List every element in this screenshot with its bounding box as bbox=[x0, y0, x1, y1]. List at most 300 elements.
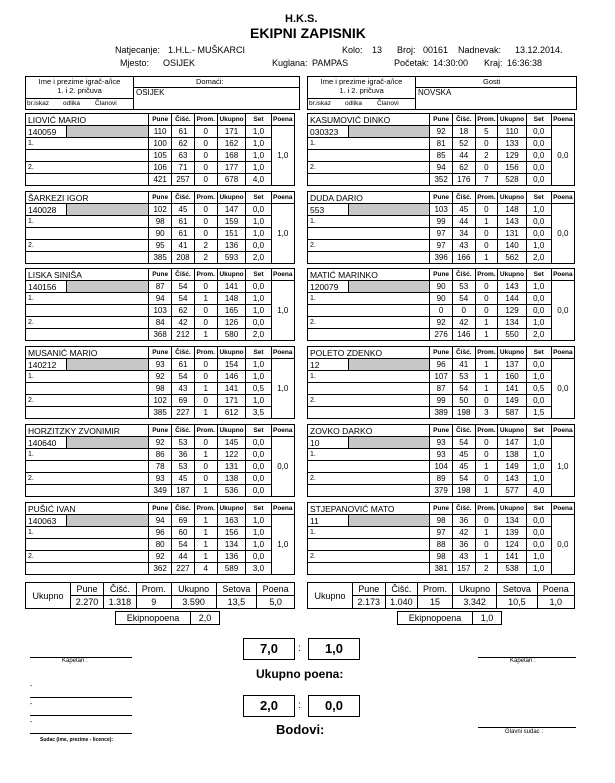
head-referee-label: Glavni sudac : bbox=[505, 729, 544, 735]
head-referee-line bbox=[478, 727, 576, 728]
home-sum-prom: 9 bbox=[136, 596, 171, 609]
reserve-2-label: 2. bbox=[26, 473, 149, 485]
natjecanje-value: 1.H.L.- MUŠKARCI bbox=[168, 45, 246, 55]
guest-name-label: Ime i prezime igrač-a/ice bbox=[320, 77, 403, 86]
ref-bullet-1: - bbox=[30, 683, 33, 690]
guest-sum-pune: 2.173 bbox=[353, 596, 386, 609]
throw-cell: 148 bbox=[217, 293, 246, 305]
throw-cell: 110 bbox=[149, 126, 172, 138]
home-side-label: Domaći: bbox=[196, 77, 224, 86]
player-odlika-cell bbox=[348, 204, 430, 216]
throw-cell: 61 bbox=[172, 126, 195, 138]
head-cisc: Čišć. bbox=[452, 192, 475, 204]
throw-cell: 0,0 bbox=[526, 126, 551, 138]
throw-cell: 54 bbox=[452, 293, 475, 305]
throw-cell: 136 bbox=[217, 551, 246, 563]
throw-cell: 0 bbox=[475, 138, 498, 150]
throw-cell: 50 bbox=[452, 395, 475, 407]
total-cell: 0 bbox=[194, 174, 217, 186]
throw-cell: 1,0 bbox=[246, 138, 271, 150]
home-player-block bbox=[25, 502, 295, 575]
throw-cell: 60 bbox=[172, 527, 195, 539]
throw-cell: 89 bbox=[430, 473, 453, 485]
throw-cell: 36 bbox=[452, 515, 475, 527]
throw-cell: 171 bbox=[217, 126, 246, 138]
throw-cell: 154 bbox=[217, 359, 246, 371]
head-pune: Pune bbox=[149, 114, 172, 126]
total-cell: 349 bbox=[149, 485, 172, 497]
throw-cell: 93 bbox=[430, 437, 453, 449]
throw-cell: 90 bbox=[149, 228, 172, 240]
throw-cell: 41 bbox=[452, 359, 475, 371]
throw-cell: 0 bbox=[194, 150, 217, 162]
throw-cell: 0,0 bbox=[526, 539, 551, 551]
reserve-1-cell bbox=[26, 228, 149, 240]
reserve-2-label: 2. bbox=[308, 551, 430, 563]
throw-cell: 45 bbox=[452, 461, 475, 473]
throw-cell: 0,0 bbox=[526, 228, 551, 240]
throw-cell: 0,0 bbox=[526, 138, 551, 150]
throw-cell: 1,0 bbox=[246, 162, 271, 174]
mjesto-label: Mjesto: bbox=[120, 58, 150, 68]
total-cell: 577 bbox=[498, 485, 527, 497]
reserve-2-cell bbox=[308, 485, 430, 497]
head-set: Set bbox=[246, 425, 271, 437]
player-name: ZOVKO DARKO bbox=[308, 425, 430, 437]
reserve-2-label: 2. bbox=[308, 395, 430, 407]
guest-points-box: 1,0 bbox=[308, 638, 360, 660]
head-pune: Pune bbox=[430, 192, 453, 204]
reserve-1-cell bbox=[308, 150, 430, 162]
head-pune: Pune bbox=[430, 503, 453, 515]
home-odlika-label: odlika bbox=[63, 100, 80, 107]
throw-cell: 168 bbox=[217, 150, 246, 162]
head-poena: Poena bbox=[271, 347, 294, 359]
home-sum-head-ukupno: Ukupno bbox=[171, 583, 216, 596]
reserve-1-cell bbox=[26, 150, 149, 162]
head-prom: Prom. bbox=[194, 114, 217, 126]
reserve-2-cell bbox=[26, 485, 149, 497]
throw-cell: 0 bbox=[194, 138, 217, 150]
player-poena: 1,0 bbox=[271, 281, 294, 341]
throw-cell: 63 bbox=[172, 150, 195, 162]
points-separator: : bbox=[298, 643, 301, 654]
kolo-label: Kolo: bbox=[342, 45, 363, 55]
total-cell: 3,0 bbox=[246, 563, 271, 575]
throw-cell: 0,0 bbox=[526, 515, 551, 527]
throw-cell: 98 bbox=[430, 551, 453, 563]
throw-cell: 94 bbox=[149, 515, 172, 527]
throw-cell: 0,0 bbox=[526, 395, 551, 407]
nadnevak-label: Nadnevak: bbox=[458, 45, 502, 55]
head-prom: Prom. bbox=[475, 269, 498, 281]
player-id: 12 bbox=[308, 359, 349, 371]
total-cell: 146 bbox=[452, 329, 475, 341]
total-cell: 550 bbox=[498, 329, 527, 341]
pocetak-label: Početak: bbox=[394, 58, 430, 68]
throw-cell: 100 bbox=[149, 138, 172, 150]
throw-cell: 1 bbox=[475, 317, 498, 329]
head-set: Set bbox=[246, 503, 271, 515]
guest-reserve-label: 1. i 2. pričuva bbox=[339, 86, 384, 95]
home-ekipnopoena-label: Ekipnopoena bbox=[116, 612, 191, 625]
throw-cell: 87 bbox=[149, 281, 172, 293]
reserve-2-cell bbox=[308, 329, 430, 341]
head-ukupno: Ukupno bbox=[217, 192, 246, 204]
throw-cell: 45 bbox=[452, 449, 475, 461]
throw-cell: 140 bbox=[498, 240, 527, 252]
throw-cell: 61 bbox=[172, 216, 195, 228]
total-cell: 528 bbox=[498, 174, 527, 186]
reserve-2-label: 2. bbox=[26, 395, 149, 407]
ref-bullet-2: - bbox=[30, 701, 33, 708]
throw-cell: 88 bbox=[430, 539, 453, 551]
kuglana-label: Kuglana: bbox=[272, 58, 308, 68]
guest-sum-ukupno: 3.342 bbox=[452, 596, 496, 609]
throw-cell: 159 bbox=[217, 216, 246, 228]
head-pune: Pune bbox=[149, 503, 172, 515]
throw-cell: 1,0 bbox=[526, 204, 551, 216]
head-poena: Poena bbox=[271, 503, 294, 515]
throw-cell: 53 bbox=[452, 281, 475, 293]
throw-cell: 134 bbox=[498, 515, 527, 527]
player-poena: 1,0 bbox=[551, 437, 574, 497]
head-ukupno: Ukupno bbox=[498, 425, 527, 437]
org-label: H.K.S. bbox=[285, 13, 318, 25]
player-odlika-cell bbox=[67, 359, 149, 371]
total-cell: 352 bbox=[430, 174, 453, 186]
throw-cell: 122 bbox=[217, 449, 246, 461]
head-poena: Poena bbox=[271, 114, 294, 126]
throw-cell: 1 bbox=[475, 551, 498, 563]
reserve-1-label: 1. bbox=[308, 138, 430, 150]
reserve-1-cell bbox=[308, 305, 430, 317]
throw-cell: 97 bbox=[430, 527, 453, 539]
total-cell: 385 bbox=[149, 407, 172, 419]
player-odlika-cell bbox=[67, 515, 149, 527]
head-ukupno: Ukupno bbox=[498, 503, 527, 515]
throw-cell: 69 bbox=[172, 515, 195, 527]
player-odlika-cell bbox=[67, 126, 149, 138]
throw-cell: 62 bbox=[452, 162, 475, 174]
head-cisc: Čišć. bbox=[172, 192, 195, 204]
reserve-2-label: 2. bbox=[308, 162, 430, 174]
total-cell: 389 bbox=[430, 407, 453, 419]
total-cell: 166 bbox=[452, 252, 475, 264]
throw-cell: 44 bbox=[452, 216, 475, 228]
bodovi-label: Bodovi: bbox=[276, 722, 325, 737]
guest-sum-cisc: 1.040 bbox=[385, 596, 418, 609]
head-poena: Poena bbox=[551, 503, 574, 515]
reserve-2-cell bbox=[26, 329, 149, 341]
player-id: 140156 bbox=[26, 281, 67, 293]
throw-cell: 42 bbox=[172, 317, 195, 329]
throw-cell: 0 bbox=[194, 437, 217, 449]
total-cell: 396 bbox=[430, 252, 453, 264]
throw-cell: 102 bbox=[149, 204, 172, 216]
player-odlika-cell bbox=[348, 437, 430, 449]
total-cell: 4 bbox=[194, 563, 217, 575]
throw-cell: 92 bbox=[149, 371, 172, 383]
total-cell: 580 bbox=[217, 329, 246, 341]
throw-cell: 165 bbox=[217, 305, 246, 317]
head-ukupno: Ukupno bbox=[217, 425, 246, 437]
guest-player-block bbox=[307, 502, 575, 575]
head-cisc: Čišć. bbox=[172, 503, 195, 515]
throw-cell: 156 bbox=[217, 527, 246, 539]
throw-cell: 0 bbox=[430, 305, 453, 317]
head-ukupno: Ukupno bbox=[498, 192, 527, 204]
throw-cell: 43 bbox=[452, 240, 475, 252]
head-pune: Pune bbox=[149, 269, 172, 281]
throw-cell: 99 bbox=[430, 216, 453, 228]
total-cell: 368 bbox=[149, 329, 172, 341]
throw-cell: 1,0 bbox=[526, 473, 551, 485]
guest-player-block bbox=[307, 191, 575, 264]
mjesto-value: OSIJEK bbox=[163, 58, 196, 68]
guest-briskaz-label: br.iskaz bbox=[309, 100, 332, 107]
home-ekipnopoena-value: 2,0 bbox=[191, 612, 220, 625]
broj-label: Broj: bbox=[397, 45, 416, 55]
guest-captain-label: Kapetan : bbox=[510, 658, 536, 664]
throw-cell: 146 bbox=[217, 371, 246, 383]
total-cell: 2 bbox=[475, 563, 498, 575]
total-cell: 379 bbox=[430, 485, 453, 497]
throw-cell: 0 bbox=[194, 216, 217, 228]
throw-cell: 1 bbox=[194, 551, 217, 563]
throw-cell: 1 bbox=[194, 449, 217, 461]
reserve-2-label: 2. bbox=[26, 551, 149, 563]
player-id: 140640 bbox=[26, 437, 67, 449]
throw-cell: 53 bbox=[172, 437, 195, 449]
reserve-1-cell bbox=[308, 539, 430, 551]
throw-cell: 1 bbox=[475, 527, 498, 539]
head-ukupno: Ukupno bbox=[498, 114, 527, 126]
throw-cell: 1 bbox=[475, 371, 498, 383]
kolo-value: 13 bbox=[372, 45, 383, 55]
total-cell: 198 bbox=[452, 407, 475, 419]
total-cell: 276 bbox=[430, 329, 453, 341]
throw-cell: 94 bbox=[430, 162, 453, 174]
head-ukupno: Ukupno bbox=[217, 503, 246, 515]
reserve-1-label: 1. bbox=[308, 216, 430, 228]
head-set: Set bbox=[526, 114, 551, 126]
throw-cell: 143 bbox=[498, 281, 527, 293]
throw-cell: 0 bbox=[194, 461, 217, 473]
throw-cell: 141 bbox=[217, 281, 246, 293]
throw-cell: 0,0 bbox=[246, 473, 271, 485]
home-team-header bbox=[25, 76, 300, 110]
home-player-block bbox=[25, 113, 295, 186]
total-cell: 208 bbox=[172, 252, 195, 264]
throw-cell: 0 bbox=[194, 305, 217, 317]
throw-cell: 92 bbox=[430, 126, 453, 138]
total-cell: 1 bbox=[194, 329, 217, 341]
home-sum-head-pune: Pune bbox=[71, 583, 104, 596]
total-cell: 2,0 bbox=[526, 252, 551, 264]
throw-cell: 71 bbox=[172, 162, 195, 174]
throw-cell: 0 bbox=[194, 228, 217, 240]
throw-cell: 1,0 bbox=[246, 395, 271, 407]
throw-cell: 0 bbox=[194, 395, 217, 407]
guest-team-name: NOVSKA bbox=[418, 88, 452, 97]
throw-cell: 61 bbox=[172, 228, 195, 240]
head-set: Set bbox=[246, 192, 271, 204]
throw-cell: 151 bbox=[217, 228, 246, 240]
head-prom: Prom. bbox=[194, 347, 217, 359]
throw-cell: 0 bbox=[194, 359, 217, 371]
reserve-2-cell bbox=[26, 407, 149, 419]
throw-cell: 54 bbox=[172, 539, 195, 551]
throw-cell: 62 bbox=[172, 138, 195, 150]
total-cell: 7 bbox=[475, 174, 498, 186]
head-poena: Poena bbox=[551, 425, 574, 437]
throw-cell: 134 bbox=[217, 539, 246, 551]
guest-sum-head-setova: Setova bbox=[497, 583, 537, 596]
player-id: 120079 bbox=[308, 281, 349, 293]
throw-cell: 1,0 bbox=[246, 359, 271, 371]
throw-cell: 96 bbox=[430, 359, 453, 371]
throw-cell: 0 bbox=[194, 162, 217, 174]
throw-cell: 102 bbox=[149, 395, 172, 407]
throw-cell: 149 bbox=[498, 461, 527, 473]
guest-sum-prom: 15 bbox=[418, 596, 453, 609]
throw-cell: 86 bbox=[149, 449, 172, 461]
home-player-block bbox=[25, 268, 295, 341]
throw-cell: 98 bbox=[430, 515, 453, 527]
throw-cell: 105 bbox=[149, 150, 172, 162]
total-cell: 198 bbox=[452, 485, 475, 497]
head-ukupno: Ukupno bbox=[217, 114, 246, 126]
head-prom: Prom. bbox=[475, 192, 498, 204]
throw-cell: 129 bbox=[498, 150, 527, 162]
home-player-block bbox=[25, 346, 295, 419]
throw-cell: 149 bbox=[498, 395, 527, 407]
throw-cell: 1,0 bbox=[246, 539, 271, 551]
home-points-box: 7,0 bbox=[243, 638, 295, 660]
throw-cell: 85 bbox=[430, 150, 453, 162]
throw-cell: 177 bbox=[217, 162, 246, 174]
head-prom: Prom. bbox=[475, 347, 498, 359]
reserve-1-cell bbox=[26, 461, 149, 473]
player-poena: 0,0 bbox=[551, 126, 574, 186]
total-cell: 0,0 bbox=[246, 485, 271, 497]
throw-cell: 0 bbox=[194, 473, 217, 485]
throw-cell: 1,0 bbox=[246, 228, 271, 240]
head-cisc: Čišć. bbox=[452, 425, 475, 437]
throw-cell: 1,0 bbox=[526, 371, 551, 383]
throw-cell: 0 bbox=[475, 473, 498, 485]
guest-ekipnopoena-value: 1,0 bbox=[473, 612, 502, 625]
throw-cell: 1 bbox=[194, 515, 217, 527]
throw-cell: 0,0 bbox=[526, 359, 551, 371]
reserve-1-label: 1. bbox=[26, 293, 149, 305]
throw-cell: 93 bbox=[149, 359, 172, 371]
reserve-2-cell bbox=[308, 174, 430, 186]
throw-cell: 98 bbox=[149, 216, 172, 228]
guest-side-label: Gosti bbox=[483, 77, 501, 86]
player-id: 140028 bbox=[26, 204, 67, 216]
head-cisc: Čišć. bbox=[452, 269, 475, 281]
total-cell: 362 bbox=[149, 563, 172, 575]
reserve-2-label: 2. bbox=[308, 317, 430, 329]
guest-clanovi-label: Članovi bbox=[377, 100, 399, 107]
home-name-label: Ime i prezime igrač-a/ice bbox=[38, 77, 121, 86]
guest-player-block bbox=[307, 268, 575, 341]
reserve-2-label: 2. bbox=[26, 240, 149, 252]
player-poena: 0,0 bbox=[551, 515, 574, 575]
throw-cell: 0,0 bbox=[246, 204, 271, 216]
throw-cell: 103 bbox=[149, 305, 172, 317]
reserve-2-cell bbox=[308, 563, 430, 575]
throw-cell: 131 bbox=[498, 228, 527, 240]
throw-cell: 143 bbox=[498, 216, 527, 228]
total-cell: 187 bbox=[172, 485, 195, 497]
throw-cell: 0 bbox=[194, 317, 217, 329]
reserve-1-cell bbox=[26, 383, 149, 395]
guest-sum-setova: 10,5 bbox=[497, 596, 537, 609]
page-title: EKIPNI ZAPISNIK bbox=[250, 25, 366, 41]
head-pune: Pune bbox=[430, 269, 453, 281]
ref-bullet-3: - bbox=[30, 719, 33, 726]
throw-cell: 147 bbox=[498, 437, 527, 449]
guest-summary-table bbox=[307, 582, 575, 609]
throw-cell: 126 bbox=[217, 317, 246, 329]
throw-cell: 107 bbox=[430, 371, 453, 383]
throw-cell: 41 bbox=[172, 240, 195, 252]
total-cell: 1 bbox=[194, 485, 217, 497]
head-prom: Prom. bbox=[194, 425, 217, 437]
total-cell: 257 bbox=[172, 174, 195, 186]
reserve-1-cell bbox=[26, 305, 149, 317]
throw-cell: 87 bbox=[430, 383, 453, 395]
home-clanovi-label: Članovi bbox=[95, 100, 117, 107]
player-odlika-cell bbox=[67, 204, 149, 216]
throw-cell: 61 bbox=[172, 359, 195, 371]
throw-cell: 0 bbox=[194, 204, 217, 216]
head-set: Set bbox=[246, 114, 271, 126]
total-cell: 1,0 bbox=[526, 563, 551, 575]
guest-ekipnopoena-table bbox=[397, 611, 502, 625]
guest-sum-head-ukupno: Ukupno bbox=[452, 583, 496, 596]
total-cell: 2,0 bbox=[246, 252, 271, 264]
head-cisc: Čišć. bbox=[172, 425, 195, 437]
player-poena: 0,0 bbox=[551, 359, 574, 419]
player-name: PUŠIĆ IVAN bbox=[26, 503, 149, 515]
throw-cell: 5 bbox=[475, 126, 498, 138]
throw-cell: 0 bbox=[475, 305, 498, 317]
head-poena: Poena bbox=[271, 192, 294, 204]
reserve-1-label: 1. bbox=[26, 527, 149, 539]
throw-cell: 1,0 bbox=[246, 527, 271, 539]
throw-cell: 54 bbox=[172, 293, 195, 305]
total-cell: 3,5 bbox=[246, 407, 271, 419]
total-cell: 593 bbox=[217, 252, 246, 264]
reserve-1-label: 1. bbox=[308, 371, 430, 383]
total-cell: 157 bbox=[452, 563, 475, 575]
throw-cell: 124 bbox=[498, 539, 527, 551]
throw-cell: 1 bbox=[194, 527, 217, 539]
throw-cell: 1 bbox=[475, 216, 498, 228]
throw-cell: 1,0 bbox=[526, 551, 551, 563]
reserve-2-cell bbox=[308, 252, 430, 264]
throw-cell: 92 bbox=[149, 551, 172, 563]
throw-cell: 53 bbox=[172, 461, 195, 473]
throw-cell: 0,0 bbox=[246, 281, 271, 293]
home-reserve-label: 1. i 2. pričuva bbox=[57, 86, 102, 95]
head-cisc: Čišć. bbox=[172, 269, 195, 281]
throw-cell: 147 bbox=[217, 204, 246, 216]
